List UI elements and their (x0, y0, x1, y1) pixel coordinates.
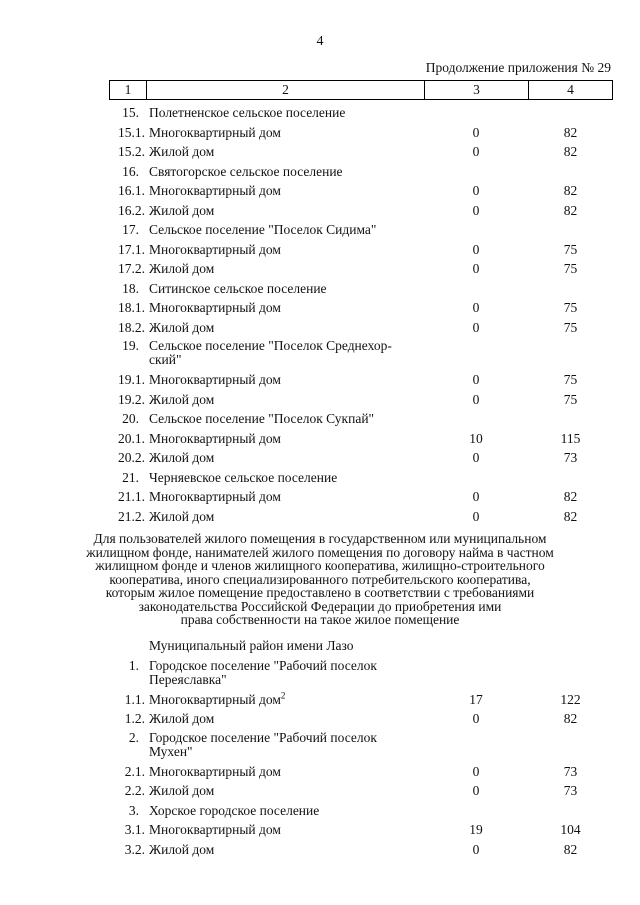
row-label-text: Многоквартирный дом (149, 124, 281, 140)
row-number: 18.1. (118, 300, 145, 315)
row-number: 19. (122, 338, 139, 353)
row-value-col3: 0 (472, 489, 480, 504)
district-heading (0, 635, 640, 657)
table-row (0, 298, 640, 318)
row-number: 2.1. (124, 763, 145, 779)
row-label (149, 709, 214, 729)
row-number: 21. (122, 469, 139, 485)
row-label (149, 370, 281, 390)
row-value-col3: 10 (469, 430, 483, 446)
row-number: 3.1. (124, 822, 145, 837)
row-label (149, 781, 214, 801)
row-number: 16. (122, 163, 139, 179)
row-number: 16.2. (118, 202, 145, 218)
row-label (149, 409, 374, 429)
row-value-col3: 0 (472, 300, 480, 315)
row-label-text: Многоквартирный дом (149, 489, 281, 504)
row-label (149, 659, 377, 687)
row-number: 17. (122, 222, 139, 237)
row-label-text: Черняевское сельское поселение (149, 469, 338, 485)
table-row (0, 259, 640, 279)
row-label (149, 507, 214, 527)
row-label-text: Многоквартирный дом (149, 763, 281, 779)
row-label (149, 201, 214, 221)
header-col-1: 1 (110, 81, 147, 99)
row-value-col3: 17 (469, 691, 483, 707)
row-label (149, 820, 281, 840)
row-number: 1.1. (124, 691, 145, 707)
row-label (149, 487, 281, 507)
header-col-2: 2 (147, 81, 425, 99)
row-label (149, 448, 214, 468)
row-value-col4: 75 (563, 261, 578, 276)
row-value-col4: 115 (560, 430, 581, 446)
row-value-col4: 82 (563, 508, 578, 524)
row-value-col3: 0 (472, 319, 480, 335)
row-value-col3: 0 (472, 711, 480, 726)
table-header (109, 80, 613, 100)
row-label-text: Жилой дом (149, 508, 215, 524)
row-label (149, 339, 392, 367)
table-row (0, 220, 640, 240)
row-label (149, 123, 281, 143)
row-label-text: Сельское поселение "Поселок Сукпай" (149, 411, 375, 426)
district-name: Муниципальный район имени Лазо (149, 637, 354, 653)
table-row (0, 468, 640, 488)
row-number: 1.2. (124, 711, 145, 726)
row-value-col4: 82 (563, 144, 578, 159)
row-label (149, 103, 345, 123)
notice-line: которым жилое помещение предоставлено в соответствии с требованиями (105, 585, 535, 600)
table-row (0, 729, 640, 762)
row-value-col4: 82 (563, 124, 578, 140)
row-label-text: Жилой дом (149, 391, 215, 407)
row-value-col4: 75 (563, 391, 578, 407)
notice-line: Для пользователей жилого помещения в государственном или муниципальном (93, 531, 547, 546)
row-value-col4: 82 (563, 841, 578, 857)
table-row (0, 409, 640, 429)
notice-line: жилищном фонде, нанимателей жилого помещения по договору найма в частном (86, 544, 554, 560)
row-number: 2. (128, 729, 139, 745)
table-row (0, 820, 640, 840)
table-row (0, 507, 640, 527)
table-row (0, 103, 640, 123)
row-number: 2.2. (124, 783, 145, 798)
row-number: 21.1. (118, 489, 145, 504)
row-number: 19.1. (118, 372, 145, 387)
row-label-text: Многоквартирный дом (149, 430, 281, 446)
row-number: 20. (122, 411, 139, 426)
row-value-col3: 0 (472, 783, 480, 798)
table-row (0, 181, 640, 201)
table-row (0, 762, 640, 782)
row-value-col4: 82 (563, 202, 578, 218)
row-value-col3: 0 (472, 391, 480, 407)
notice-line: права собственности на такое жилое помещение (180, 612, 460, 627)
row-label-text: Многоквартирный дом (149, 300, 281, 315)
table-row (0, 709, 640, 729)
row-label (149, 279, 327, 299)
footnote-mark: 2 (280, 690, 286, 700)
row-label-text: Жилой дом (149, 261, 215, 276)
row-label-text: Многоквартирный дом (149, 372, 281, 387)
table-row (0, 690, 640, 710)
row-value-col4: 75 (563, 372, 578, 387)
row-label (149, 142, 214, 162)
row-value-col4: 75 (563, 241, 578, 257)
row-number: 21.2. (118, 508, 145, 524)
table-row (0, 123, 640, 143)
row-label-text: Жилой дом (149, 319, 215, 335)
table-row (0, 370, 640, 390)
row-label-text: Жилой дом (149, 711, 215, 726)
row-label (149, 240, 281, 260)
table-row (0, 162, 640, 182)
header-col-4: 4 (567, 82, 574, 97)
row-label-text: Сельское поселение "Поселок Сидима" (149, 222, 377, 237)
table-row (0, 201, 640, 221)
notice-text (0, 532, 640, 627)
row-label (149, 840, 214, 860)
row-label (149, 162, 343, 182)
row-label (149, 318, 214, 338)
row-label (149, 801, 319, 821)
row-value-col3: 0 (472, 372, 480, 387)
notice-line: законодательства Российской Федерации до приобретения ими (138, 598, 502, 614)
row-label-text: Жилой дом (149, 841, 215, 857)
row-value-col4: 75 (563, 319, 578, 335)
table-row (0, 801, 640, 821)
row-value-col4: 82 (563, 489, 578, 504)
row-value-col4: 82 (563, 711, 578, 726)
row-number: 19.2. (118, 391, 145, 407)
row-value-col3: 0 (472, 144, 480, 159)
table-row (0, 429, 640, 449)
row-value-col4: 122 (560, 691, 581, 707)
row-label (149, 690, 285, 710)
table-row (0, 487, 640, 507)
row-label (149, 259, 214, 279)
row-label-text: Полетненское сельское поселение (149, 105, 346, 120)
row-value-col3: 19 (469, 822, 483, 837)
row-label-text: Городское поселение "Рабочий поселок (149, 729, 377, 745)
table-row (0, 840, 640, 860)
row-label-text: Святогорское сельское поселение (149, 163, 343, 179)
table-body (0, 103, 640, 859)
row-number: 20.1. (118, 430, 145, 446)
row-label-text: Сельское поселение "Поселок Среднехор- (149, 338, 392, 353)
row-value-col4: 73 (563, 763, 578, 779)
table-row (0, 657, 640, 690)
row-label-text: Жилой дом (149, 202, 215, 218)
row-number: 3.2. (124, 841, 145, 857)
row-value-col4: 73 (563, 783, 578, 798)
row-label-text: Ситинское сельское поселение (149, 280, 327, 296)
rows-bottom (0, 657, 640, 860)
row-label (149, 390, 214, 410)
row-value-col3: 0 (472, 241, 480, 257)
row-value-col3: 0 (472, 202, 480, 218)
continuation-title: Продолжение приложения № 29 (425, 60, 611, 75)
table-row (0, 142, 640, 162)
table-row (0, 318, 640, 338)
row-value-col3: 0 (472, 763, 480, 779)
row-number: 16.1. (118, 183, 145, 198)
row-number: 3. (128, 802, 139, 818)
row-number: 15.1. (118, 124, 145, 140)
row-number: 15. (122, 105, 139, 120)
row-number: 17.2. (118, 261, 145, 276)
row-value-col4: 104 (560, 822, 581, 837)
row-value-col3: 0 (472, 450, 480, 465)
row-label-text: Многоквартирный дом (149, 822, 281, 837)
table-row (0, 279, 640, 299)
row-label (149, 468, 337, 488)
row-number: 15.2. (118, 144, 145, 159)
row-label-text: Жилой дом (149, 450, 215, 465)
row-number: 1. (128, 657, 139, 673)
row-label (149, 762, 281, 782)
row-label (149, 181, 281, 201)
row-value-col4: 73 (563, 450, 578, 465)
row-label-text: Городское поселение "Рабочий поселок (149, 657, 377, 673)
row-label (149, 731, 377, 759)
row-label-text: Хорское городское поселение (149, 802, 320, 818)
row-number: 17.1. (118, 241, 145, 257)
row-value-col3: 0 (472, 183, 480, 198)
row-value-col4: 75 (563, 300, 578, 315)
table-row (0, 390, 640, 410)
row-value-col3: 0 (472, 124, 480, 140)
row-label (149, 429, 281, 449)
page-number: 4 (316, 34, 324, 49)
row-value-col3: 0 (472, 508, 480, 524)
row-value-col3: 0 (472, 261, 480, 276)
row-label (149, 220, 376, 240)
rows-top (0, 103, 640, 526)
header-col-3: 3 (425, 81, 529, 99)
table-row (0, 781, 640, 801)
row-label-text: Многоквартирный дом (149, 183, 281, 198)
row-label (149, 298, 281, 318)
row-number: 18.2. (118, 319, 145, 335)
row-number: 18. (122, 280, 139, 296)
row-label-text: Многоквартирный дом (149, 241, 281, 257)
row-label-text: Жилой дом (149, 783, 215, 798)
row-number: 20.2. (118, 450, 145, 465)
row-label-text: Жилой дом (149, 144, 215, 159)
table-row (0, 448, 640, 468)
table-row (0, 337, 640, 370)
table-row (0, 240, 640, 260)
row-label-continuation: Мухен" (149, 743, 193, 759)
row-value-col4: 82 (563, 183, 578, 198)
row-label-continuation: ский" (149, 352, 182, 367)
row-label-continuation: Переяславка" (149, 671, 227, 687)
row-label-text: Многоквартирный дом (149, 691, 281, 707)
notice-line: жилищном фонде и членов жилищного кооператива, жилищно-строительного (95, 558, 545, 573)
row-value-col3: 0 (472, 841, 480, 857)
notice-line: кооператива, иного специализированного потребительского кооператива, (109, 571, 531, 587)
